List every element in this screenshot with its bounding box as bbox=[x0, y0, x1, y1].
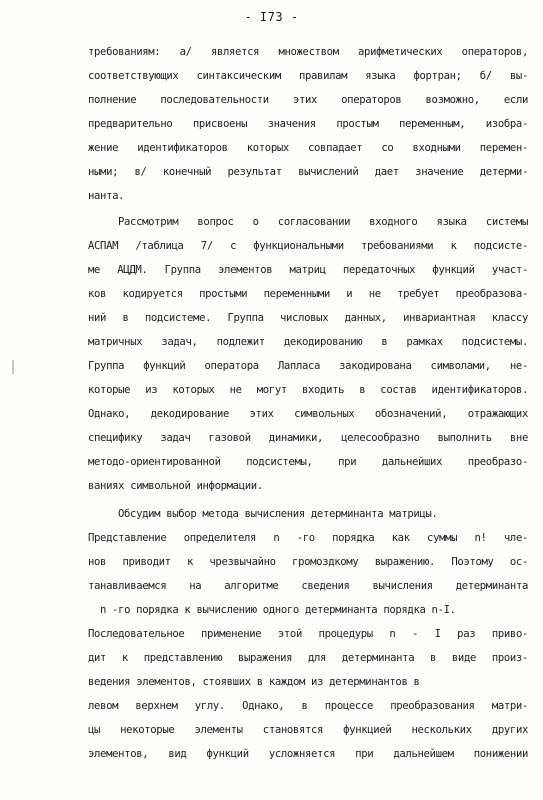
text-line: АСПАМ /таблица 7/ с функциональными требованиями к подсисте- bbox=[88, 240, 528, 252]
margin-mark bbox=[12, 360, 14, 374]
text-line: нанта. bbox=[88, 190, 125, 202]
text-line: Однако, декодирование этих символьных обозначений, отражающих bbox=[88, 408, 528, 420]
text-line: ний в подсистеме. Группа числовых данных, инвариантная классу bbox=[88, 312, 528, 324]
text-line: ведения элементов, стоявших в каждом из детерминантов в bbox=[88, 676, 420, 688]
text-line: дит к представлению выражения для детерминанта в виде произ- bbox=[88, 652, 528, 664]
text-line: элементов, вид функций усложняется при дальнейшем понижении bbox=[88, 748, 528, 760]
text-line: матричных задач, подлежит декодированию в рамках подсистемы. bbox=[88, 336, 528, 348]
text-line: Рассмотрим вопрос о согласовании входного языка системы bbox=[118, 216, 528, 228]
text-line: левом верхнем углу. Однако, в процессе преобразования матри- bbox=[88, 700, 528, 712]
text-line: ме АЦДМ. Группа элементов матриц передаточных функций участ- bbox=[88, 264, 528, 276]
text-line: танавливаемся на алгоритме сведения вычисления детерминанта bbox=[88, 580, 528, 592]
text-line: методо-ориентированной подсистемы, при дальнейших преобразо- bbox=[88, 456, 528, 468]
text-line: Последовательное применение этой процедуры n - I раз приво- bbox=[88, 628, 528, 640]
text-line: n -го порядка к вычислению одного детерминанта порядка n-I. bbox=[100, 604, 456, 616]
text-line: нов приводит к чрезвычайно громоздкому выражению. Поэтому ос- bbox=[88, 556, 528, 568]
text-line: Обсудим выбор метода вычисления детерминанта матрицы. bbox=[118, 508, 438, 520]
text-line: Представление определителя n -го порядка как суммы n! чле- bbox=[88, 532, 528, 544]
text-line: которые из которых не могут входить в состав идентификаторов. bbox=[88, 384, 528, 396]
text-line: ными; в/ конечный результат вычислений дает значение детерми- bbox=[88, 166, 528, 178]
text-line: цы некоторые элементы становятся функцией нескольких других bbox=[88, 724, 528, 736]
text-line: ваниях символьной информации. bbox=[88, 480, 263, 492]
text-line: Группа функций оператора Лапласа закодирована символами, не- bbox=[88, 360, 528, 372]
text-line: требованиям: а/ является множеством арифметических операторов, bbox=[88, 46, 528, 58]
text-line: полнение последовательности этих операторов возможно, если bbox=[88, 94, 528, 106]
text-line: предварительно присвоены значения простым переменным, изобра- bbox=[88, 118, 528, 130]
text-line: специфику задач газовой динамики, целесообразно выполнить вне bbox=[88, 432, 528, 444]
text-line: ков кодируется простыми переменными и не требует преобразова- bbox=[88, 288, 528, 300]
page-number: - I73 - bbox=[244, 10, 299, 24]
text-line: жение идентификаторов которых совпадает со входными перемен- bbox=[88, 142, 528, 154]
text-line: соответствующих синтаксическим правилам языка фортран; б/ вы- bbox=[88, 70, 528, 82]
